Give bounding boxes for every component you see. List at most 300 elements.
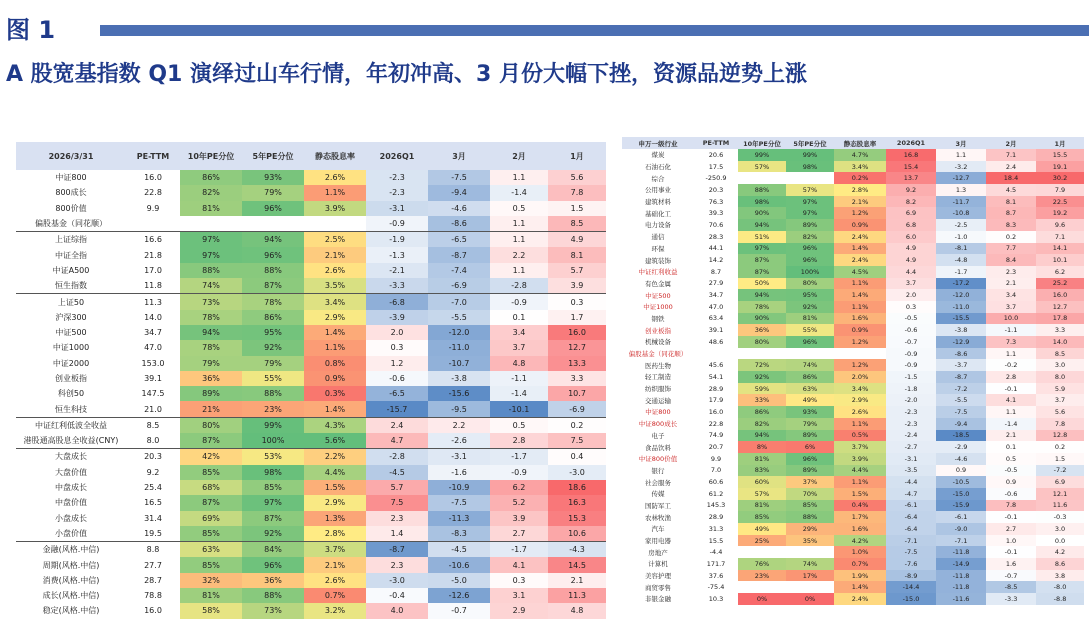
table-row bbox=[622, 511, 1084, 523]
table-cell: -0.7 bbox=[986, 570, 1036, 582]
row-name: 偏股基金（同花顺） bbox=[628, 350, 688, 359]
row-name: 小盘成长 bbox=[55, 513, 87, 523]
table-cell: 14.2 bbox=[708, 256, 724, 265]
table-cell: -1.9 bbox=[366, 232, 428, 248]
row-name: 环保 bbox=[651, 244, 665, 253]
table-cell: 16.6 bbox=[126, 232, 180, 248]
row-name: 建筑材料 bbox=[645, 198, 671, 207]
table-cell: 73% bbox=[180, 294, 242, 310]
table-cell: 87% bbox=[180, 433, 242, 449]
table-cell: -0.6 bbox=[366, 371, 428, 386]
table-cell: 1.1% bbox=[834, 418, 886, 430]
table-cell: 97% bbox=[738, 243, 786, 255]
table-cell: 27.7 bbox=[144, 560, 162, 570]
table-cell: 90% bbox=[738, 313, 786, 325]
table-cell: -1.6 bbox=[428, 465, 490, 480]
table-cell: 96% bbox=[786, 453, 834, 465]
table-cell bbox=[786, 172, 834, 184]
table-cell: 95% bbox=[242, 325, 304, 340]
table-cell: -10.8 bbox=[936, 207, 986, 219]
table-row bbox=[622, 558, 1084, 570]
table-cell: 35% bbox=[786, 535, 834, 547]
table-cell: -11.3 bbox=[428, 511, 490, 526]
table-cell: 11.6 bbox=[1036, 500, 1084, 512]
table-cell: 72% bbox=[738, 359, 786, 371]
table-cell: 145.3 bbox=[706, 501, 726, 510]
table-cell: -8.6 bbox=[428, 216, 490, 232]
table-cell: 3.5% bbox=[304, 278, 366, 294]
row-name: 科创50 bbox=[57, 389, 85, 399]
table-cell: 2.1 bbox=[986, 430, 1036, 442]
table-cell: 92% bbox=[738, 371, 786, 383]
table-cell: -1.1 bbox=[490, 371, 548, 386]
table-cell: 2.3 bbox=[366, 557, 428, 572]
table-cell: 1.6% bbox=[834, 523, 886, 535]
row-name: 银行 bbox=[651, 466, 665, 475]
table-cell: 11.8 bbox=[144, 281, 162, 291]
row-name: 沪深300 bbox=[55, 312, 87, 322]
table-cell: 14.5 bbox=[548, 557, 606, 572]
table-cell: 2.4% bbox=[834, 254, 886, 266]
table-cell: -11.8 bbox=[936, 570, 986, 582]
table-cell: -2.3 bbox=[886, 418, 936, 430]
table-cell: 15.4 bbox=[886, 161, 936, 173]
table-cell: 2.1% bbox=[304, 557, 366, 572]
table-row bbox=[622, 184, 1084, 196]
table-cell: -12.0 bbox=[428, 325, 490, 340]
table-cell: 60% bbox=[738, 476, 786, 488]
table-row bbox=[16, 417, 606, 433]
table-cell: 1.4% bbox=[304, 325, 366, 340]
table-cell: -12.6 bbox=[428, 588, 490, 603]
row-name: 创业板指 bbox=[645, 326, 671, 335]
table-row bbox=[622, 359, 1084, 371]
table-cell: 92% bbox=[242, 340, 304, 355]
table-cell: 0.9% bbox=[834, 324, 886, 336]
table-cell: -3.2 bbox=[936, 161, 986, 173]
row-name: 小盘价值 bbox=[55, 528, 87, 538]
table-cell: 2.2 bbox=[428, 417, 490, 433]
table-cell: 2.6% bbox=[834, 406, 886, 418]
table-cell: 8.0 bbox=[1036, 371, 1084, 383]
table-cell: 1.1% bbox=[304, 185, 366, 200]
table-cell: -8.0 bbox=[1036, 581, 1084, 593]
table-cell: 8.1 bbox=[548, 247, 606, 262]
table-cell: 29% bbox=[786, 523, 834, 535]
row-name: 建筑装饰 bbox=[645, 256, 671, 265]
row-name: 基础化工 bbox=[645, 209, 671, 218]
table-row bbox=[16, 216, 606, 232]
table-cell: 3.1 bbox=[490, 588, 548, 603]
table-cell: 90% bbox=[738, 207, 786, 219]
table-cell: -12.0 bbox=[936, 289, 986, 301]
table-cell: -0.5 bbox=[986, 465, 1036, 477]
table-cell: 4.7 bbox=[366, 433, 428, 449]
table-cell: 0.3 bbox=[490, 573, 548, 588]
column-header: 静态股息率 bbox=[304, 142, 366, 170]
table-cell: 1.5% bbox=[834, 488, 886, 500]
table-cell: -12.7 bbox=[936, 172, 986, 184]
table-row bbox=[16, 495, 606, 510]
row-name: 石油石化 bbox=[645, 163, 671, 172]
table-cell: 2.0% bbox=[834, 371, 886, 383]
table-cell: 16.0 bbox=[144, 173, 162, 183]
table-cell: -250.9 bbox=[705, 174, 727, 183]
table-cell: 19.5 bbox=[144, 528, 162, 538]
table-cell: 5.6% bbox=[304, 433, 366, 449]
table-cell: 3.4% bbox=[304, 294, 366, 310]
table-cell: -8.8 bbox=[1036, 593, 1084, 605]
table-cell: 6.9 bbox=[1036, 476, 1084, 488]
table-cell: 44.1 bbox=[708, 244, 724, 253]
table-cell: 7.1 bbox=[986, 149, 1036, 161]
table-row bbox=[622, 535, 1084, 547]
row-name: 交通运输 bbox=[645, 396, 671, 405]
table-cell: 6% bbox=[786, 441, 834, 453]
table-cell: 2.6% bbox=[304, 170, 366, 185]
table-row bbox=[16, 247, 606, 262]
table-row bbox=[622, 488, 1084, 500]
table-cell: -1.7 bbox=[490, 542, 548, 558]
table-cell: -0.6 bbox=[886, 324, 936, 336]
table-row bbox=[622, 231, 1084, 243]
column-header: 10年PE分位 bbox=[180, 142, 242, 170]
table-cell: 6.9 bbox=[886, 207, 936, 219]
table-cell: 15.5 bbox=[708, 536, 724, 545]
table-cell: 4.8 bbox=[490, 356, 548, 371]
table-row bbox=[622, 453, 1084, 465]
row-name: 农林牧渔 bbox=[645, 513, 671, 522]
table-cell: 80% bbox=[180, 417, 242, 433]
table-cell: 28.7 bbox=[144, 575, 162, 585]
table-cell: 81% bbox=[180, 201, 242, 216]
row-name: 港股通高股息全收益(CNY) bbox=[23, 436, 119, 446]
table-cell: 2.8% bbox=[834, 184, 886, 196]
table-cell: 96% bbox=[786, 254, 834, 266]
table-cell: 10.3 bbox=[708, 594, 724, 603]
table-cell: 0.9% bbox=[834, 219, 886, 231]
table-cell: 7.8 bbox=[548, 185, 606, 200]
table-row bbox=[622, 593, 1084, 605]
table-cell: 85% bbox=[786, 500, 834, 512]
table-cell: 1.2% bbox=[834, 336, 886, 348]
table-cell: 8.5 bbox=[548, 216, 606, 232]
table-cell: 4.2 bbox=[1036, 546, 1084, 558]
table-cell: 4.1 bbox=[490, 557, 548, 572]
table-cell: 5.6 bbox=[548, 170, 606, 185]
column-header: 2026Q1 bbox=[366, 142, 428, 170]
table-cell: 45.6 bbox=[708, 361, 724, 370]
table-cell: -1.4 bbox=[986, 418, 1036, 430]
table-row bbox=[622, 196, 1084, 208]
table-cell: 17% bbox=[786, 570, 834, 582]
table-cell: 76.3 bbox=[708, 197, 724, 206]
table-cell: -0.2 bbox=[986, 359, 1036, 371]
table-cell: 14.1 bbox=[1036, 243, 1084, 255]
industry-valuation-table bbox=[622, 137, 1084, 605]
table-cell: 4.4% bbox=[834, 465, 886, 477]
table-cell: 85% bbox=[242, 480, 304, 495]
table-cell: 10.0 bbox=[986, 313, 1036, 325]
row-name: 中盘价值 bbox=[55, 498, 87, 508]
row-name: 中证红利低波全收益 bbox=[16, 417, 126, 433]
table-cell: 86% bbox=[786, 371, 834, 383]
row-name: 食品饮料 bbox=[645, 443, 671, 452]
table-cell: -6.8 bbox=[366, 294, 428, 310]
table-cell: 1.1 bbox=[490, 170, 548, 185]
table-cell: 2.9 bbox=[490, 603, 548, 618]
column-header: PE-TTM bbox=[694, 137, 738, 149]
table-cell: 15.5 bbox=[1036, 149, 1084, 161]
table-cell: 3.2% bbox=[304, 603, 366, 618]
table-cell: 85% bbox=[180, 465, 242, 480]
table-cell: -15.6 bbox=[428, 386, 490, 401]
table-cell: -3.1 bbox=[428, 449, 490, 465]
table-cell: 12.7 bbox=[548, 340, 606, 355]
table-row bbox=[622, 581, 1084, 593]
table-cell: 1.3 bbox=[936, 184, 986, 196]
table-cell: 4.1 bbox=[986, 394, 1036, 406]
table-cell: -2.5 bbox=[936, 219, 986, 231]
table-row bbox=[622, 383, 1084, 395]
table-row bbox=[16, 278, 606, 294]
row-name: 国防军工 bbox=[645, 501, 671, 510]
table-cell: 7.5 bbox=[548, 433, 606, 449]
table-cell: 55% bbox=[242, 371, 304, 386]
table-cell: 7.5 bbox=[366, 495, 428, 510]
table-cell: -10.5 bbox=[936, 476, 986, 488]
table-cell: 22.8 bbox=[144, 188, 162, 198]
table-cell: 3.7 bbox=[986, 301, 1036, 313]
table-cell: 97% bbox=[242, 495, 304, 510]
table-cell: 9.2 bbox=[886, 184, 936, 196]
table-cell: -0.9 bbox=[366, 216, 428, 232]
table-cell: -6.4 bbox=[886, 523, 936, 535]
table-cell: 2.7 bbox=[490, 526, 548, 542]
table-cell: -18.5 bbox=[936, 430, 986, 442]
table-cell: -0.9 bbox=[886, 348, 936, 360]
table-cell: 0.1 bbox=[986, 441, 1036, 453]
table-cell: 82% bbox=[738, 418, 786, 430]
table-cell: 99% bbox=[786, 149, 834, 161]
table-cell: 2.3 bbox=[366, 511, 428, 526]
table-cell: -7.5 bbox=[428, 170, 490, 185]
table-cell: 88% bbox=[242, 386, 304, 401]
table-cell: 7.1 bbox=[1036, 231, 1084, 243]
table-cell: 2.9% bbox=[304, 310, 366, 325]
table-cell: -1.0 bbox=[936, 231, 986, 243]
table-cell: 32% bbox=[180, 573, 242, 588]
table-row bbox=[622, 430, 1084, 442]
table-cell: 1.5% bbox=[304, 480, 366, 495]
table-row bbox=[622, 278, 1084, 290]
column-header: 申万一级行业 bbox=[622, 137, 694, 149]
row-name: 钢铁 bbox=[651, 314, 665, 323]
table-cell: 2.6% bbox=[304, 263, 366, 278]
table-cell: 1.7% bbox=[834, 511, 886, 523]
table-cell: 48.6 bbox=[708, 337, 724, 346]
table-row bbox=[16, 449, 606, 465]
table-cell: 10.1 bbox=[1036, 254, 1084, 266]
column-header: 5年PE分位 bbox=[242, 142, 304, 170]
table-cell: 13.7 bbox=[886, 172, 936, 184]
table-cell: 88% bbox=[180, 263, 242, 278]
table-row bbox=[622, 406, 1084, 418]
table-cell: 17.0 bbox=[144, 265, 162, 275]
row-name: 医药生物 bbox=[645, 361, 671, 370]
table-cell: 86% bbox=[738, 406, 786, 418]
table-cell: 8.7 bbox=[710, 267, 722, 276]
column-header: PE-TTM bbox=[126, 142, 180, 170]
table-cell: -3.0 bbox=[548, 465, 606, 480]
row-name: 综合 bbox=[651, 174, 665, 183]
table-cell: -10.6 bbox=[428, 557, 490, 572]
table-cell: -15.0 bbox=[936, 488, 986, 500]
table-cell: 17.8 bbox=[1036, 313, 1084, 325]
table-cell: 63.4 bbox=[708, 314, 724, 323]
table-cell: -8.3 bbox=[428, 526, 490, 542]
table-cell: -7.2 bbox=[1036, 465, 1084, 477]
table-cell: 28.9 bbox=[708, 384, 724, 393]
table-cell: 36% bbox=[242, 573, 304, 588]
table-cell: 1.1 bbox=[490, 216, 548, 232]
table-cell: 93% bbox=[786, 406, 834, 418]
table-cell: -9.5 bbox=[428, 401, 490, 417]
table-cell: 2.4 bbox=[986, 161, 1036, 173]
table-cell: 31.3 bbox=[708, 524, 724, 533]
table-cell: 89% bbox=[180, 386, 242, 401]
table-cell: 8.0 bbox=[146, 436, 160, 446]
table-cell: 8.8 bbox=[126, 542, 180, 558]
table-cell: 5.7 bbox=[366, 480, 428, 495]
row-name: 上证综指 bbox=[16, 232, 126, 248]
table-cell: -2.3 bbox=[886, 406, 936, 418]
table-cell: 4.0 bbox=[366, 603, 428, 618]
table-cell: 87% bbox=[242, 511, 304, 526]
table-cell: 39.1 bbox=[144, 374, 162, 383]
table-row bbox=[622, 348, 1084, 360]
row-name: 煤炭 bbox=[651, 151, 665, 160]
table-cell: -2.1 bbox=[366, 263, 428, 278]
table-cell: 22.8 bbox=[708, 419, 724, 428]
table-cell: 2.1% bbox=[304, 247, 366, 262]
table-cell: -0.5 bbox=[886, 313, 936, 325]
table-cell: -8.7 bbox=[366, 542, 428, 558]
figure-headline: A 股宽基指数 Q1 演绎过山车行情，年初冲高、3 月份大幅下挫，资源品逆势上涨 bbox=[6, 62, 807, 87]
table-cell: 16.0 bbox=[708, 407, 724, 416]
row-name: 金融(风格.中信) bbox=[16, 542, 126, 558]
row-name: 大盘成长 bbox=[16, 449, 126, 465]
table-cell: 88% bbox=[242, 263, 304, 278]
table-cell: 1.3% bbox=[304, 511, 366, 526]
table-cell: 8.2 bbox=[886, 196, 936, 208]
table-cell: 10.7 bbox=[548, 386, 606, 401]
table-cell: -6.9 bbox=[548, 401, 606, 417]
table-cell: 2.5% bbox=[304, 232, 366, 248]
table-cell: 78% bbox=[180, 340, 242, 355]
table-cell: 28.9 bbox=[708, 513, 724, 522]
table-cell: 4.5% bbox=[834, 266, 886, 278]
table-cell: 30.2 bbox=[1036, 172, 1084, 184]
row-name: 中证红利收益 bbox=[638, 268, 678, 277]
table-cell: 28.3 bbox=[708, 232, 724, 241]
row-name: 中证500 bbox=[645, 291, 671, 300]
row-name: 机械设备 bbox=[645, 338, 671, 347]
table-cell: 99% bbox=[738, 149, 786, 161]
table-cell: 81% bbox=[738, 500, 786, 512]
table-cell bbox=[304, 216, 366, 232]
row-name: 稳定(风格.中信) bbox=[42, 606, 100, 616]
table-cell: -10.9 bbox=[428, 480, 490, 495]
table-cell: 1.2% bbox=[834, 359, 886, 371]
table-cell: 81% bbox=[738, 453, 786, 465]
table-cell: 98% bbox=[242, 465, 304, 480]
table-cell: -11.6 bbox=[936, 593, 986, 605]
table-cell: 7.8 bbox=[986, 500, 1036, 512]
table-cell: 55% bbox=[786, 324, 834, 336]
table-cell: 49% bbox=[786, 394, 834, 406]
table-cell: 2.8 bbox=[986, 371, 1036, 383]
table-cell: 21% bbox=[180, 401, 242, 417]
table-row bbox=[16, 465, 606, 480]
table-row bbox=[622, 254, 1084, 266]
table-cell: 74% bbox=[180, 278, 242, 294]
table-cell: -9.4 bbox=[428, 185, 490, 200]
table-cell: 1.9% bbox=[834, 570, 886, 582]
table-cell: 16.8 bbox=[886, 149, 936, 161]
table-cell: -2.8 bbox=[490, 278, 548, 294]
table-cell: -75.4 bbox=[707, 583, 725, 592]
table-cell: -7.6 bbox=[886, 558, 936, 570]
table-cell: -8.9 bbox=[886, 570, 936, 582]
table-cell: 2.2 bbox=[490, 247, 548, 262]
table-cell: 88% bbox=[786, 511, 834, 523]
table-cell: 87% bbox=[242, 278, 304, 294]
table-row bbox=[16, 511, 606, 526]
table-cell: -5.5 bbox=[936, 394, 986, 406]
table-cell: 2.0 bbox=[886, 289, 936, 301]
table-cell: 8.5 bbox=[1036, 348, 1084, 360]
table-cell: -14.9 bbox=[936, 558, 986, 570]
column-header: 1月 bbox=[1036, 137, 1084, 149]
table-row bbox=[622, 207, 1084, 219]
table-cell: 39.1 bbox=[708, 326, 724, 335]
table-cell: 79% bbox=[242, 185, 304, 200]
table-cell bbox=[786, 546, 834, 558]
table-cell: 20.7 bbox=[708, 443, 724, 452]
table-cell bbox=[786, 581, 834, 593]
table-cell: 16.0 bbox=[548, 325, 606, 340]
table-cell: 3.9 bbox=[490, 511, 548, 526]
table-cell: 17.5 bbox=[708, 162, 724, 171]
table-cell: 0.7% bbox=[834, 558, 886, 570]
table-cell: 1.2% bbox=[834, 207, 886, 219]
table-cell: -11.0 bbox=[936, 301, 986, 313]
table-cell: 19.1 bbox=[1036, 161, 1084, 173]
table-cell: 2.4 bbox=[366, 417, 428, 433]
table-header-row bbox=[16, 142, 606, 170]
table-cell: -4.4 bbox=[886, 476, 936, 488]
table-cell: 74% bbox=[786, 558, 834, 570]
table-cell: 74.9 bbox=[708, 431, 724, 440]
table-cell: 61.2 bbox=[708, 489, 724, 498]
table-cell: 0.2 bbox=[548, 417, 606, 433]
table-cell: -6.4 bbox=[886, 511, 936, 523]
table-cell: 87% bbox=[180, 495, 242, 510]
table-cell: 3.9% bbox=[834, 453, 886, 465]
table-cell: 8% bbox=[738, 441, 786, 453]
row-name: 周期(风格.中信) bbox=[42, 560, 100, 570]
